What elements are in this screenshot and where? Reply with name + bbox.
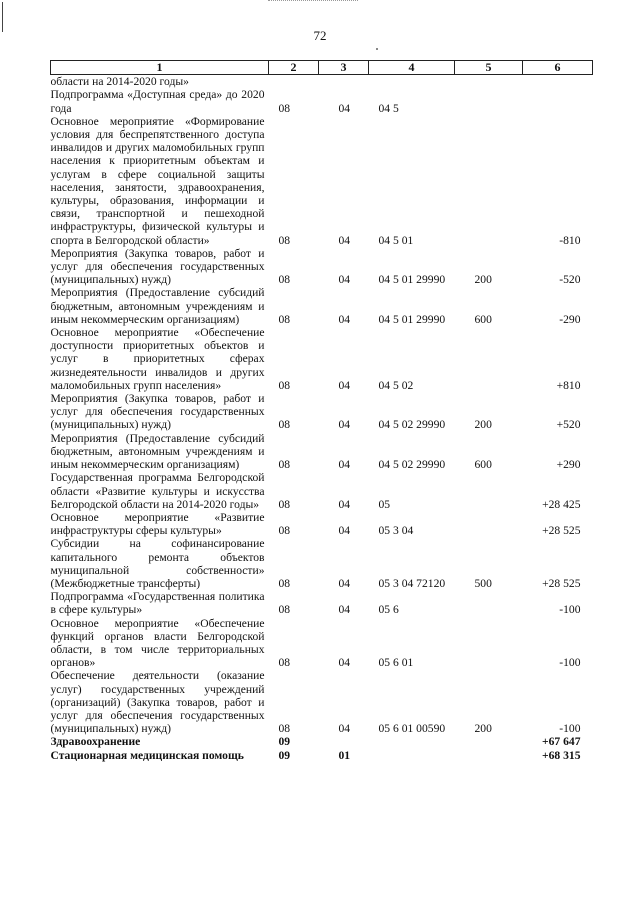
row-expense-type-cell — [455, 590, 523, 616]
header-col-1: 1 — [51, 61, 269, 75]
row-expense-type-cell — [455, 735, 523, 748]
row-target-article-cell: 05 3 04 72120 — [378, 576, 446, 590]
table-row — [51, 749, 593, 762]
row-section-cell: 08 — [278, 273, 291, 287]
row-section-cell: 08 — [278, 378, 291, 392]
row-amount-cell: +28 525 — [542, 576, 581, 590]
row-expense-type-cell — [455, 115, 523, 247]
header-col-5: 5 — [455, 61, 523, 75]
row-amount-cell: +28 425 — [542, 497, 581, 511]
row-amount-cell: +810 — [556, 378, 581, 392]
row-expense-type-cell: 600 — [474, 312, 492, 326]
header-col-6: 6 — [523, 61, 593, 75]
row-target-article-cell: 04 5 02 — [378, 378, 414, 392]
row-amount-cell: -100 — [559, 656, 581, 670]
row-expense-type-cell — [455, 75, 523, 89]
row-target-article-cell: 04 5 01 29990 — [378, 273, 446, 287]
row-target-article-cell — [369, 735, 455, 748]
table-row — [51, 88, 593, 114]
table-row — [51, 115, 593, 247]
row-amount-cell: -520 — [559, 273, 581, 287]
row-section-cell: 09 — [278, 748, 291, 762]
row-name-cell: Стационарная медицинская помощь — [50, 748, 244, 762]
page-number: 72 — [313, 28, 327, 43]
row-amount-cell: +28 525 — [542, 524, 581, 538]
scan-top-line — [268, 0, 358, 2]
table-body — [51, 75, 593, 762]
table-row — [51, 511, 593, 537]
table-row — [51, 392, 593, 432]
row-subsection-cell: 04 — [338, 378, 351, 392]
row-name-cell: Основное мероприятие «Формирование условия для беспрепятственного доступа инвалидов и других маломобильных групп населения к приоритетным объектам и услугам в сфере социальной защиты населения, занятости, здравоохранения, культуры, образования, информации и связи, транспортной и пешеходной инфраструктуры, физической культуры и спорта в Белгородской области» — [50, 114, 265, 247]
header-col-2: 2 — [269, 61, 319, 75]
row-amount-cell: +68 315 — [542, 748, 581, 762]
row-section-cell: 08 — [278, 524, 291, 538]
table-row — [51, 537, 593, 590]
row-target-article-cell: 04 5 01 29990 — [378, 312, 446, 326]
row-target-article-cell: 05 — [378, 497, 391, 511]
table-row — [51, 590, 593, 616]
row-target-article-cell: 04 5 01 — [378, 233, 414, 247]
table-row — [51, 669, 593, 735]
row-name-cell: Здравоохранение — [50, 735, 141, 749]
row-section-cell: 08 — [278, 458, 291, 472]
row-expense-type-cell — [455, 617, 523, 670]
row-expense-type-cell: 500 — [474, 576, 492, 590]
row-expense-type-cell: 200 — [474, 722, 492, 736]
row-name-cell: области на 2014-2020 годы» — [50, 75, 189, 89]
row-section-cell: 08 — [278, 576, 291, 590]
row-subsection-cell — [319, 75, 369, 89]
row-section-cell: 08 — [278, 722, 291, 736]
table-row — [51, 432, 593, 472]
row-subsection-cell: 04 — [338, 101, 351, 115]
row-target-article-cell: 04 5 02 29990 — [378, 418, 446, 432]
row-subsection-cell: 04 — [338, 233, 351, 247]
row-target-article-cell — [369, 749, 455, 762]
row-target-article-cell: 04 5 — [378, 101, 399, 115]
header-col-4: 4 — [369, 61, 455, 75]
row-amount-cell — [523, 75, 593, 89]
row-name-cell: Подпрограмма «Государственная политика в сфере культуры» — [50, 590, 265, 617]
row-name-cell: Основное мероприятие «Обеспечение доступности приоритетных объектов и услуг в приоритетных сферах жизнедеятельности инвалидов и других маломобильных групп населения» — [50, 326, 265, 392]
row-section-cell: 08 — [278, 603, 291, 617]
table-row — [51, 617, 593, 670]
row-amount-cell: -290 — [559, 312, 581, 326]
row-subsection-cell: 04 — [338, 497, 351, 511]
row-amount-cell: -100 — [559, 603, 581, 617]
row-section-cell: 08 — [278, 418, 291, 432]
row-name-cell: Обеспечение деятельности (оказание услуг) государственных учреждений (организаций) (Закупка товаров, работ и услуг для обеспечения государственных (муниципальных) нужд) — [50, 669, 265, 736]
table-row — [51, 247, 593, 287]
row-name-cell: Мероприятия (Закупка товаров, работ и услуг для обеспечения государственных (муниципальных) нужд) — [50, 392, 265, 432]
row-subsection-cell: 04 — [338, 656, 351, 670]
row-target-article-cell: 04 5 02 29990 — [378, 458, 446, 472]
row-amount-cell: -810 — [559, 233, 581, 247]
header-col-3: 3 — [319, 61, 369, 75]
row-subsection-cell — [319, 735, 369, 748]
table-row — [51, 75, 593, 89]
row-amount-cell: +67 647 — [542, 735, 581, 749]
row-amount-cell: +520 — [556, 418, 581, 432]
row-target-article-cell — [369, 75, 455, 89]
row-subsection-cell: 04 — [338, 418, 351, 432]
row-expense-type-cell: 200 — [474, 418, 492, 432]
row-subsection-cell: 04 — [338, 273, 351, 287]
row-subsection-cell: 04 — [338, 524, 351, 538]
scan-dot — [376, 48, 378, 50]
table-row — [51, 326, 593, 392]
table-row — [51, 471, 593, 511]
row-name-cell: Основное мероприятие «Обеспечение функций органов власти Белгородской области, в том числе территориальных органов» — [50, 616, 265, 670]
header-row — [51, 61, 593, 75]
row-expense-type-cell — [455, 511, 523, 537]
row-section-cell: 08 — [278, 312, 291, 326]
row-expense-type-cell — [455, 326, 523, 392]
row-amount-cell: +290 — [556, 458, 581, 472]
row-name-cell: Мероприятия (Закупка товаров, работ и услуг для обеспечения государственных (муниципальных) нужд) — [50, 246, 265, 287]
row-subsection-cell: 04 — [338, 458, 351, 472]
table-row — [51, 286, 593, 326]
row-subsection-cell: 04 — [338, 603, 351, 617]
row-amount-cell — [523, 88, 593, 114]
row-subsection-cell: 01 — [338, 748, 351, 762]
row-section-cell: 08 — [278, 656, 291, 670]
row-subsection-cell: 04 — [338, 722, 351, 736]
budget-table — [50, 60, 593, 762]
row-name-cell: Государственная программа Белгородской области «Развитие культуры и искусства Белгородской области на 2014-2020 годы» — [50, 471, 265, 511]
row-subsection-cell: 04 — [338, 312, 351, 326]
row-expense-type-cell: 600 — [474, 458, 492, 472]
row-subsection-cell: 04 — [338, 576, 351, 590]
row-section-cell: 08 — [278, 101, 291, 115]
row-name-cell: Мероприятия (Предоставление субсидий бюджетным, автономным учреждениям и иным некоммерческим организациям) — [50, 431, 265, 472]
row-amount-cell: -100 — [559, 722, 581, 736]
row-name-cell: Субсидии на софинансирование капитального ремонта объектов муниципальной собственности» (Межбюджетные трансферты) — [50, 537, 265, 590]
row-expense-type-cell: 200 — [474, 273, 492, 287]
row-target-article-cell: 05 6 — [378, 603, 399, 617]
row-section-cell: 08 — [278, 233, 291, 247]
row-target-article-cell: 05 6 01 00590 — [378, 722, 446, 736]
table-header — [51, 61, 593, 75]
row-target-article-cell: 05 3 04 — [378, 524, 414, 538]
row-name-cell: Мероприятия (Предоставление субсидий бюджетным, автономным учреждениям и иным некоммерческим организациям) — [50, 286, 265, 326]
row-section-cell: 08 — [278, 497, 291, 511]
row-expense-type-cell — [455, 88, 523, 114]
row-name-cell: Основное мероприятие «Развитие инфраструктуры сферы культуры» — [50, 510, 265, 538]
row-expense-type-cell — [455, 749, 523, 762]
row-target-article-cell: 05 6 01 — [378, 656, 414, 670]
table-row — [51, 735, 593, 748]
row-section-cell: 09 — [278, 735, 291, 749]
row-section-cell — [269, 75, 319, 89]
row-name-cell: Подпрограмма «Доступная среда» до 2020 года — [50, 88, 265, 115]
row-expense-type-cell — [455, 471, 523, 511]
